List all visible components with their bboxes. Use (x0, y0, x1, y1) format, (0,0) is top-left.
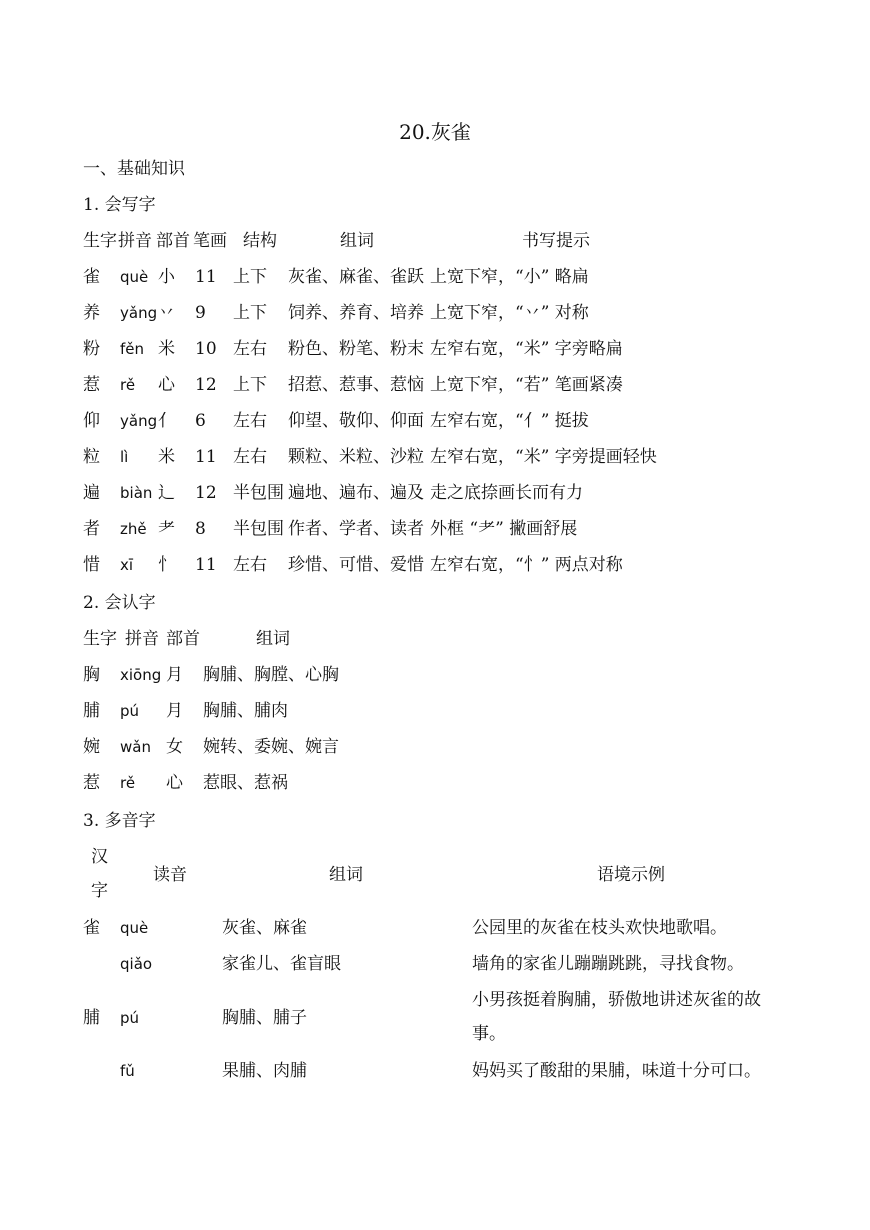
char: 惹 (83, 773, 100, 793)
tip: 上宽下窄，“小” 略扁 (430, 267, 589, 287)
words: 婉转、委婉、婉言 (203, 737, 339, 757)
radical: 忄 (158, 555, 175, 575)
table-row (0, 736, 870, 758)
pinyin: xiōng (120, 666, 162, 684)
char: 遍 (83, 483, 100, 503)
header-words: 组词 (340, 231, 374, 251)
page-title: 20.灰雀 (399, 120, 471, 144)
words: 颗粒、米粒、沙粒 (288, 447, 424, 467)
words: 作者、学者、读者 (288, 519, 424, 539)
reading: qiǎo (120, 955, 153, 973)
words: 仰望、敬仰、仰面 (288, 411, 424, 431)
char: 惜 (83, 555, 100, 575)
header-structure: 结构 (243, 231, 277, 251)
char: 胸 (83, 665, 100, 685)
radical: 米 (158, 447, 175, 467)
pinyin: wǎn (120, 738, 151, 756)
table-row (0, 554, 870, 576)
table-row (0, 917, 870, 939)
strokes: 6 (195, 411, 206, 431)
structure: 左右 (233, 555, 267, 575)
structure: 半包围 (233, 519, 284, 539)
strokes: 12 (195, 375, 217, 395)
header-pinyin: 拼音 (125, 629, 159, 649)
words: 饲养、养育、培养 (288, 303, 424, 323)
table-row (0, 1060, 870, 1082)
char: 养 (83, 303, 100, 323)
words: 惹眼、惹祸 (203, 773, 288, 793)
example: 妈妈买了酸甜的果脯，味道十分可口。 (472, 1061, 761, 1081)
structure: 上下 (233, 375, 267, 395)
radical: 米 (158, 339, 175, 359)
table-row (0, 482, 870, 504)
structure: 左右 (233, 411, 267, 431)
char: 者 (83, 519, 100, 539)
words: 胸脯、脯肉 (203, 701, 288, 721)
pinyin: què (120, 268, 149, 286)
example-line-2: 事。 (472, 1024, 506, 1044)
words: 珍惜、可惜、爱惜 (288, 555, 424, 575)
header-char-b: 字 (91, 881, 108, 901)
char: 脯 (83, 1008, 100, 1028)
tip: 左窄右宽，“亻” 挺拔 (430, 411, 589, 431)
header-radical: 部首 (166, 629, 200, 649)
radical: 月 (166, 665, 183, 685)
table-row (0, 518, 870, 540)
words: 招惹、惹事、惹恼 (288, 375, 424, 395)
header-words: 组词 (256, 629, 290, 649)
words: 家雀儿、雀盲眼 (222, 954, 341, 974)
pinyin: fěn (120, 340, 145, 358)
subheading-polyphonic-chars: 3. 多音字 (83, 811, 156, 831)
pinyin: pú (120, 702, 140, 720)
tip: 左窄右宽，“忄” 两点对称 (430, 555, 623, 575)
table-row (0, 700, 870, 722)
strokes: 11 (195, 267, 217, 287)
header-char: 生字 (83, 231, 117, 251)
example: 公园里的灰雀在枝头欢快地歌唱。 (472, 918, 727, 938)
strokes: 9 (195, 303, 206, 323)
structure: 上下 (233, 303, 267, 323)
pinyin: yǎng (120, 304, 158, 322)
pinyin: zhě (120, 520, 147, 538)
strokes: 12 (195, 483, 217, 503)
char: 粒 (83, 447, 100, 467)
words: 灰雀、麻雀 (222, 918, 307, 938)
header-reading: 读音 (153, 865, 187, 885)
structure: 左右 (233, 447, 267, 467)
structure: 左右 (233, 339, 267, 359)
write-table-header (0, 230, 870, 252)
subheading-write-chars: 1. 会写字 (83, 195, 156, 215)
reading: què (120, 919, 149, 937)
table-row (0, 302, 870, 324)
radical: 月 (166, 701, 183, 721)
strokes: 11 (195, 447, 217, 467)
header-strokes: 笔画 (193, 231, 227, 251)
char: 婉 (83, 737, 100, 757)
tip: 外框 “耂” 撇画舒展 (430, 519, 578, 539)
radical: 丷 (158, 303, 175, 323)
pinyin: lì (120, 448, 129, 466)
table-row (0, 772, 870, 794)
reading: pú (120, 1009, 140, 1027)
tip: 上宽下窄，“丷” 对称 (430, 303, 589, 323)
read-table-header (0, 628, 870, 650)
radical: 心 (166, 773, 183, 793)
radical: 女 (166, 737, 183, 757)
section-heading-basics: 一、基础知识 (83, 159, 185, 179)
radical: 亻 (158, 411, 175, 431)
pinyin: biàn (120, 484, 153, 502)
header-char: 生字 (83, 629, 117, 649)
header-pinyin: 拼音 (118, 231, 152, 251)
header-example: 语境示例 (597, 865, 665, 885)
char: 粉 (83, 339, 100, 359)
header-words: 组词 (329, 865, 363, 885)
radical: 小 (158, 267, 175, 287)
words: 果脯、肉脯 (222, 1061, 307, 1081)
words: 灰雀、麻雀、雀跃 (288, 267, 424, 287)
words: 粉色、粉笔、粉末 (288, 339, 424, 359)
char: 惹 (83, 375, 100, 395)
char: 雀 (83, 267, 100, 287)
char: 脯 (83, 701, 100, 721)
pinyin: yǎng (120, 412, 158, 430)
structure: 上下 (233, 267, 267, 287)
subheading-read-chars: 2. 会认字 (83, 593, 156, 613)
words: 胸脯、脯子 (222, 1008, 307, 1028)
radical: 耂 (158, 519, 175, 539)
header-tip: 书写提示 (522, 231, 590, 251)
table-row (0, 410, 870, 432)
tip: 左窄右宽，“米” 字旁提画轻快 (430, 447, 657, 467)
table-row (0, 374, 870, 396)
example-line-1: 小男孩挺着胸脯，骄傲地讲述灰雀的故 (472, 990, 761, 1010)
radical: 心 (158, 375, 175, 395)
table-row (0, 446, 870, 468)
radical: 辶 (158, 483, 175, 503)
table-row (0, 266, 870, 288)
tip: 左窄右宽，“米” 字旁略扁 (430, 339, 623, 359)
words: 胸脯、胸膛、心胸 (203, 665, 339, 685)
strokes: 8 (195, 519, 206, 539)
pinyin: rě (120, 774, 136, 792)
pinyin: xī (120, 556, 134, 574)
table-row (0, 953, 870, 975)
example: 墙角的家雀儿蹦蹦跳跳，寻找食物。 (472, 954, 744, 974)
pinyin: rě (120, 376, 136, 394)
char: 仰 (83, 411, 100, 431)
strokes: 11 (195, 555, 217, 575)
header-radical: 部首 (156, 231, 190, 251)
structure: 半包围 (233, 483, 284, 503)
char: 雀 (83, 918, 100, 938)
words: 遍地、遍布、遍及 (288, 483, 424, 503)
header-char-a: 汉 (91, 847, 108, 867)
tip: 上宽下窄，“若” 笔画紧凑 (430, 375, 623, 395)
tip: 走之底捺画长而有力 (430, 483, 583, 503)
strokes: 10 (195, 339, 217, 359)
table-row (0, 338, 870, 360)
reading: fǔ (120, 1062, 135, 1080)
table-row (0, 664, 870, 686)
